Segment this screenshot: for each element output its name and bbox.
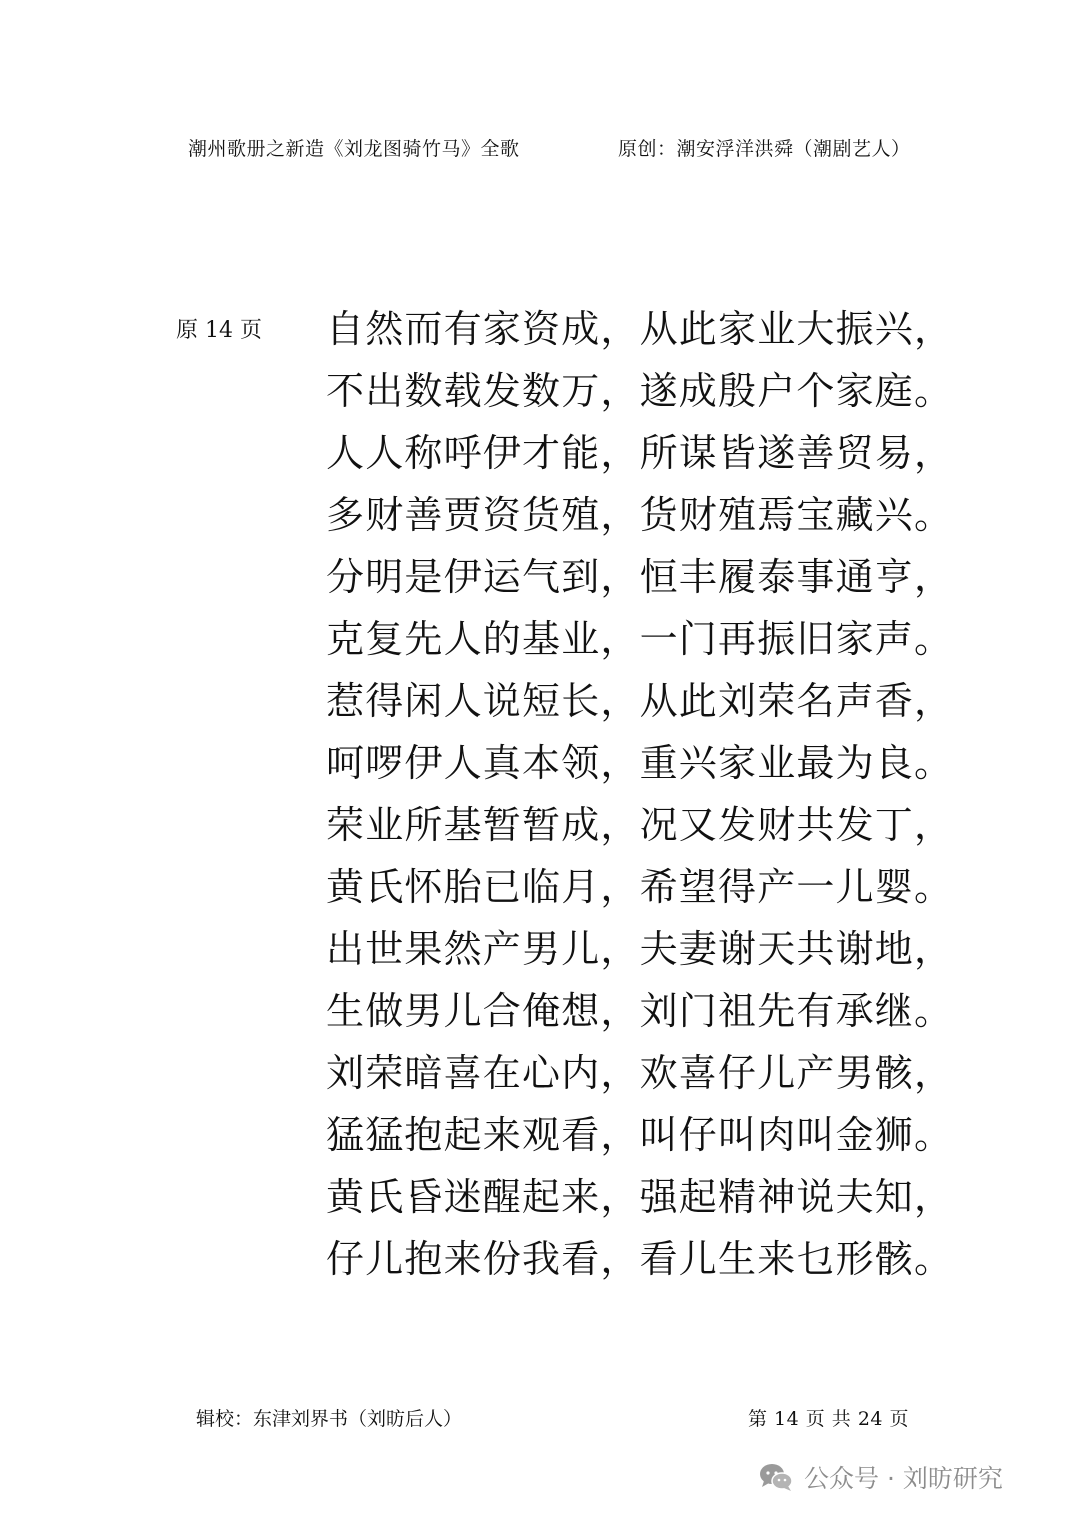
original-page-marker: 原 14 页	[176, 318, 262, 343]
footer-page-info: 第 14 页 共 24 页	[748, 1408, 910, 1430]
wechat-watermark	[758, 1459, 1003, 1495]
verse-line: 多财善贾资货殖，货财殖焉宝藏兴。	[326, 493, 954, 537]
wechat-icon	[758, 1462, 794, 1492]
verse-line: 人人称呼伊才能，所谋皆遂善贸易，	[326, 431, 954, 475]
header-title: 潮州歌册之新造《刘龙图骑竹马》全歌	[188, 138, 520, 160]
verse-line: 克复先人的基业，一门再振旧家声。	[326, 617, 954, 661]
watermark-text: 公众号 · 刘昉研究	[804, 1464, 1003, 1493]
verse-line: 荣业所基暂暂成，况又发财共发丁，	[326, 803, 954, 847]
verse-line: 出世果然产男儿，夫妻谢天共谢地，	[326, 927, 954, 971]
verse-line: 黄氏昏迷醒起来，强起精神说夫知，	[326, 1175, 954, 1219]
verse-line: 分明是伊运气到，恒丰履泰事通亨，	[326, 555, 954, 599]
verse-line: 惹得闲人说短长，从此刘荣名声香，	[326, 679, 954, 723]
verse-line: 自然而有家资成，从此家业大振兴，	[326, 307, 954, 351]
verse-line: 不出数载发数万，遂成殷户个家庭。	[326, 369, 954, 413]
verse-line: 生做男儿合俺想，刘门祖先有承继。	[326, 989, 954, 1033]
verse-line: 仔儿抱来份我看，看儿生来乜形骸。	[326, 1237, 954, 1281]
footer-editor: 辑校：东津刘界书（刘昉后人）	[196, 1408, 463, 1430]
header-author: 原创：潮安浮洋洪舜（潮剧艺人）	[618, 138, 911, 160]
verse-lines	[326, 300, 953, 1292]
verse-line: 刘荣暗喜在心内，欢喜仔儿产男骸，	[326, 1051, 954, 1095]
verse-line: 黄氏怀胎已临月，希望得产一儿婴。	[326, 865, 954, 909]
verse-line: 呵啰伊人真本领，重兴家业最为良。	[326, 741, 954, 785]
verse-line: 猛猛抱起来观看，叫仔叫肉叫金狮。	[326, 1113, 954, 1157]
